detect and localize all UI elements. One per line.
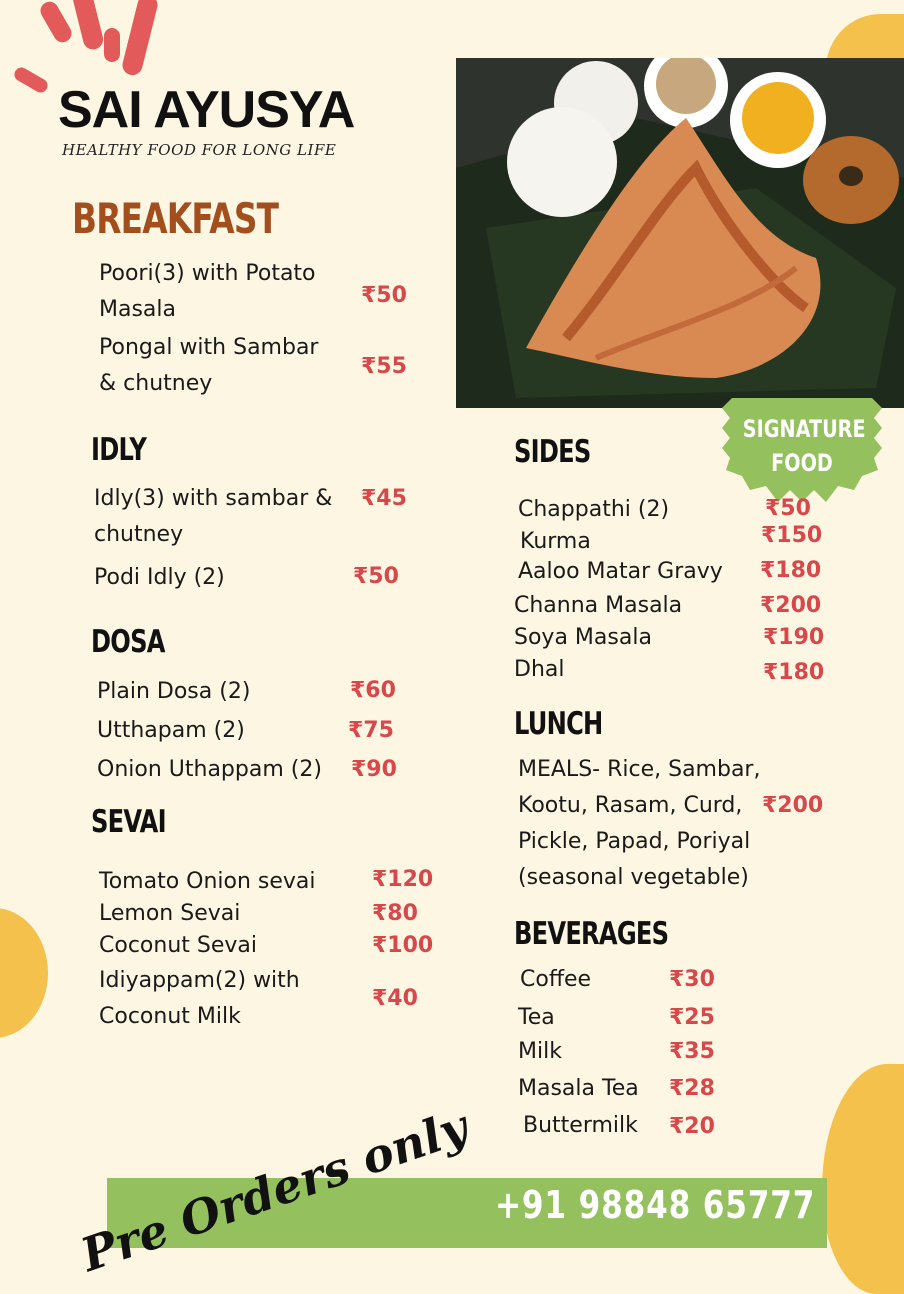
menu-item-price: ₹80 [372, 901, 418, 926]
menu-item-name: Podi Idly (2) [94, 565, 225, 590]
lunch-meals-description: MEALS- Rice, Sambar, Kootu, Rasam, Curd, Pickle, Papad, Poriyal (seasonal vegetable) [518, 757, 761, 890]
phone-number[interactable]: +91 98848 65777 [495, 1183, 816, 1227]
menu-item-name: Milk [518, 1039, 562, 1064]
menu-item-name: Onion Uthappam (2) [97, 757, 322, 782]
menu-item-price: ₹75 [348, 718, 394, 743]
decor-blob-bottom-right [822, 1064, 904, 1294]
signature-food-label: SIGNATURE FOOD [742, 415, 866, 477]
menu-item-price: ₹100 [372, 933, 434, 958]
menu-item-name: Lemon Sevai [99, 901, 241, 926]
menu-item-price: ₹150 [761, 523, 823, 548]
menu-item-name: Kurma [520, 529, 591, 554]
food-photo [456, 58, 904, 408]
section-title-breakfast: BREAKFAST [72, 194, 279, 243]
menu-item-name: Coconut Sevai [99, 933, 257, 958]
menu-item-name: Idly(3) with sambar & chutney [94, 486, 333, 547]
menu-item-price: ₹200 [760, 593, 822, 618]
menu-item-price: ₹50 [353, 564, 399, 589]
menu-item-name: Utthapam (2) [97, 718, 245, 743]
menu-item-name: Channa Masala [514, 593, 683, 618]
menu-item-name: Tomato Onion sevai [99, 869, 316, 894]
menu-item-name: Soya Masala [514, 625, 652, 650]
menu-item-name: Plain Dosa (2) [97, 679, 251, 704]
menu-item-price: ₹45 [361, 486, 407, 511]
menu-item-name: Masala Tea [518, 1076, 639, 1101]
menu-item-price: ₹90 [351, 757, 397, 782]
menu-item-price: ₹200 [762, 793, 824, 818]
menu-item-price: ₹50 [361, 283, 407, 308]
menu-item-price: ₹55 [361, 354, 407, 379]
menu-item-price: ₹40 [372, 986, 418, 1011]
decor-blob-left [0, 908, 48, 1038]
menu-item-name: Aaloo Matar Gravy [518, 559, 723, 584]
section-title-sevai: SEVAI [91, 804, 166, 840]
menu-item-name: Idiyappam(2) with Coconut Milk [99, 968, 300, 1029]
brand-tagline: HEALTHY FOOD FOR LONG LIFE [62, 141, 337, 159]
menu-item-price: ₹28 [669, 1076, 715, 1101]
section-title-sides: SIDES [514, 434, 591, 470]
section-title-idly: IDLY [91, 432, 147, 468]
menu-item-name: Dhal [514, 657, 565, 682]
menu-item-price: ₹25 [669, 1005, 715, 1030]
menu-item-price: ₹35 [669, 1039, 715, 1064]
section-title-beverages: BEVERAGES [514, 916, 669, 952]
menu-item-price: ₹60 [350, 678, 396, 703]
menu-item-price: ₹190 [763, 625, 825, 650]
menu-item-name: Coffee [520, 967, 592, 992]
menu-item-price: ₹180 [763, 660, 825, 685]
menu-item-price: ₹120 [372, 867, 434, 892]
menu-item-name: Tea [518, 1005, 555, 1030]
menu-item-price: ₹30 [669, 967, 715, 992]
menu-item-name: Chappathi (2) [518, 497, 670, 522]
menu-item-name: Buttermilk [523, 1113, 638, 1138]
menu-item-name: Pongal with Sambar & chutney [99, 335, 319, 396]
menu-item-name: Poori(3) with Potato Masala [99, 261, 316, 322]
menu-item-price: ₹50 [765, 496, 811, 521]
menu-item-price: ₹180 [760, 558, 822, 583]
menu-item-price: ₹20 [669, 1114, 715, 1139]
section-title-lunch: LUNCH [514, 706, 603, 742]
brand-name: SAI AYUSYA [58, 81, 355, 139]
section-title-dosa: DOSA [91, 624, 165, 660]
preorder-note: Pre Orders only [74, 1099, 475, 1282]
